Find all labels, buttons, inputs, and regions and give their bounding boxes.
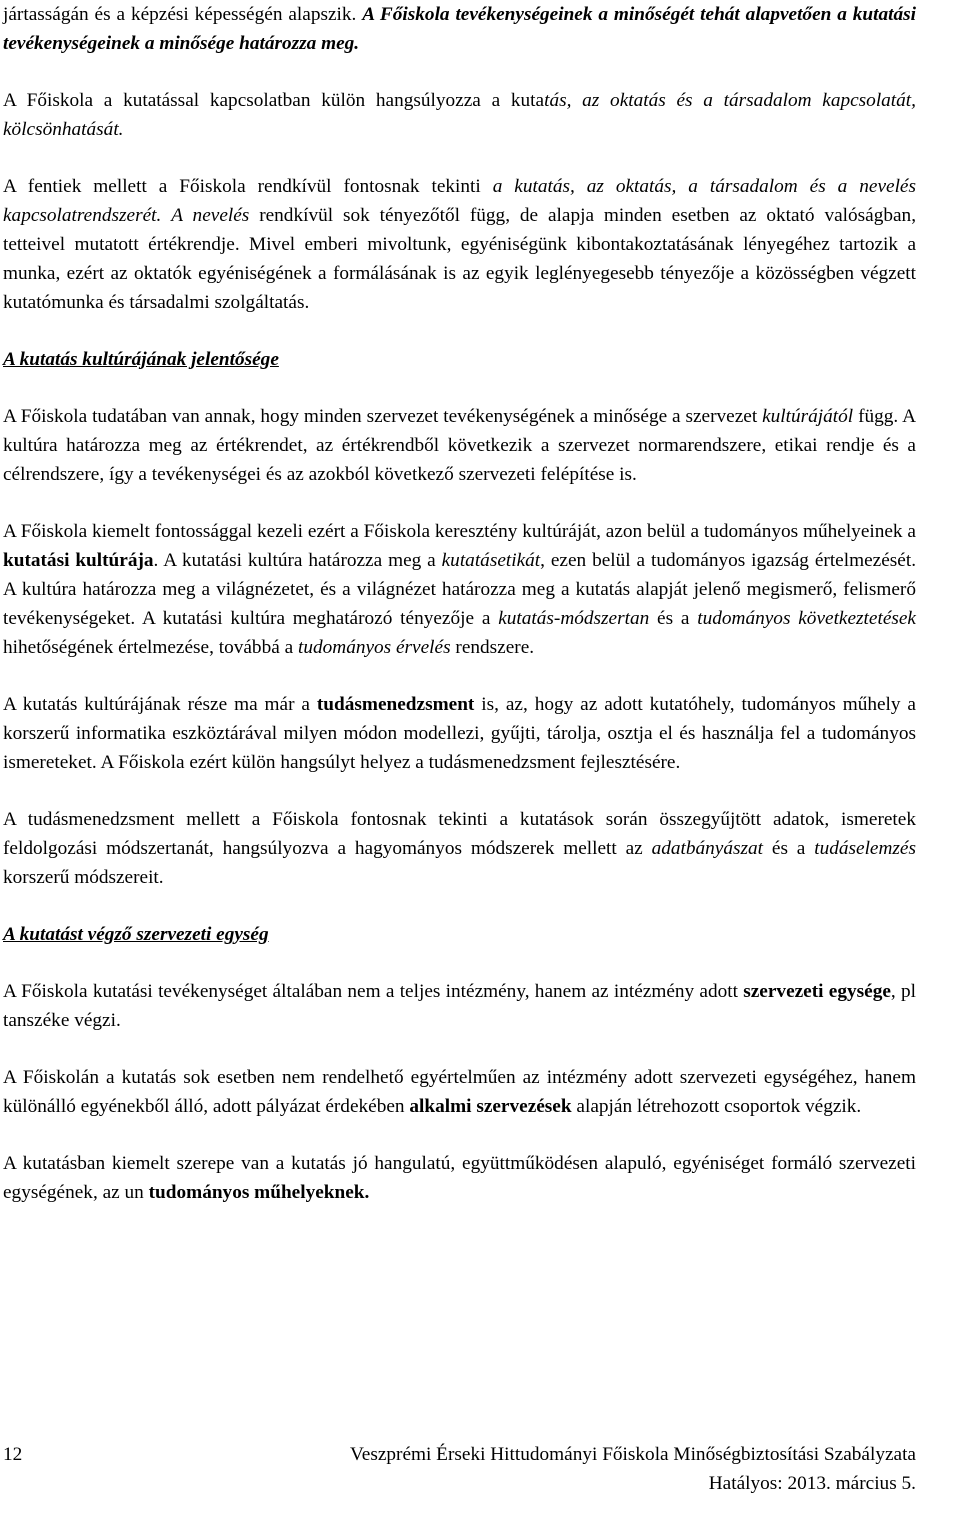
text-run: rendszere. (450, 637, 535, 658)
text-run: , pl tanszéke végzi. (3, 981, 916, 1031)
paragraph-gap (3, 58, 916, 86)
body-paragraph (3, 805, 916, 892)
document-title: Veszprémi Érseki Hittudományi Főiskola Minőségbiztosítási Szabályzata (349, 1444, 916, 1465)
body-paragraph (3, 690, 916, 777)
italic-text: tudományos érvelés (297, 637, 451, 658)
text-run: , ezen belül a tudományos igazság értelmezését. A kultúra határozza meg a világnézetet, és a világnézet határozza meg a kutatás alapját jelenő megismerő, felismerő tevékenységeket. A kutatási kultúra meghatározó tényezője a (3, 550, 917, 629)
paragraph-gap (3, 892, 916, 920)
text-run: A fentiek mellett a Főiskola rendkívül fontosnak tekinti (3, 176, 493, 197)
paragraph-gap (3, 144, 916, 172)
paragraph-gap (3, 317, 916, 345)
italic-text: tudáselemzés (814, 838, 916, 859)
text-run: A kutatás kultúrájának része ma már a (3, 694, 317, 715)
text-run: hihetőségének értelmezése, továbbá a (3, 637, 298, 658)
text-run: A kutatásban kiemelt szerepe van a kutatás jó hangulatú, együttműködésen alapuló, egyéniséget formáló szervezeti egységének, az un (3, 1153, 916, 1203)
text-run: függ. A kultúra határozza meg az értékrendet, az értékrendből következik a szervezet normarendszere, etikai rendje és a célrendszere, így a tevékenységei és az azokból következő szervezeti felépítése is. (3, 406, 916, 485)
bold-text: tudásmenedzsment (316, 694, 475, 715)
italic-text: a kutatás, az oktatás, a társadalom és a nevelés kapcsolatrendszerét. (3, 176, 916, 226)
italic-text: A nevelés (171, 205, 250, 226)
body-paragraph (3, 172, 916, 317)
bold-text: kutatási kultúrája (3, 550, 154, 571)
document-body (3, 0, 916, 1207)
text-run: alapján létrehozott csoportok végzik. (571, 1096, 862, 1117)
text-run: rendkívül sok tényezőtől függ, de alapja minden esetben az oktató valóságban, tetteivel mutatott értékrendje. Mivel emberi mivoltunk, egyéniségünk kibontakoztatásának lényegéhez tartozik a munka, ezért az oktatók egyéniségének a formálásának is az egyik leglényegesebb tényezője a közösségben végzett kutatómunka és társadalmi szolgáltatás. (3, 205, 917, 313)
bolditalic-text: A Főiskola tevékenységeinek a minőségét tehát alapvetően a kutatási tevékenységeinek a minősége határozza meg. (3, 4, 916, 54)
page-footer (3, 1440, 916, 1498)
text-run: jártasságán és a képzési képességén alapszik. (3, 4, 363, 25)
italic-text: tudományos következtetések (697, 608, 916, 629)
page-number: 12 (3, 1444, 23, 1465)
italic-text: kutatásetikát (441, 550, 541, 571)
text-run: korszerű módszereit. (3, 867, 164, 888)
bold-text: tudományos műhelyeknek. (148, 1182, 370, 1203)
paragraph-gap (3, 1121, 916, 1149)
paragraph-gap (3, 949, 916, 977)
italic-text: tás, az oktatás és a társadalom kapcsolatát, kölcsönhatását. (3, 90, 916, 140)
section-heading: A kutatás kultúrájának jelentősége (3, 349, 279, 370)
italic-text: kutatás-módszertan (498, 608, 650, 629)
body-paragraph (3, 1149, 916, 1207)
text-run: A Főiskolán a kutatás sok esetben nem rendelhető egyértelműen az intézmény adott szervezeti egységéhez, hanem különálló egyénekből álló, adott pályázat érdekében (3, 1067, 916, 1117)
text-run: és a (763, 838, 815, 859)
paragraph-gap (3, 374, 916, 402)
body-paragraph (3, 1063, 916, 1121)
paragraph-gap (3, 489, 916, 517)
text-run: A Főiskola kutatási tevékenységet általában nem a teljes intézmény, hanem az intézmény adott (3, 981, 744, 1002)
text-run (161, 205, 171, 226)
text-run: is, az, hogy az adott kutatóhely, tudományos műhely a korszerű informatika eszköztárával milyen módon modellezi, gyűjti, tárolja, osztja el és használja fel a tudományos ismereteket. A Főiskola ezért külön hangsúlyt helyez a tudásmenedzsment fejlesztésére. (3, 694, 916, 773)
text-run: A tudásmenedzsment mellett a Főiskola fontosnak tekinti a kutatások során összegyűjtött adatok, ismeretek feldolgozási módszertanát, hangsúlyozva a hagyományos módszerek mellett az (3, 809, 916, 859)
body-paragraph (3, 0, 916, 58)
body-paragraph (3, 86, 916, 144)
bold-text: alkalmi szervezések (409, 1096, 572, 1117)
body-paragraph (3, 977, 916, 1035)
body-paragraph (3, 517, 916, 662)
text-run: A Főiskola kiemelt fontossággal kezeli ezért a Főiskola keresztény kultúráját, azon belül a tudományos műhelyeinek a (3, 521, 916, 542)
paragraph-gap (3, 662, 916, 690)
text-run: A Főiskola a kutatással kapcsolatban külön hangsúlyozza a kuta (3, 90, 545, 111)
italic-text: kultúrájától (762, 406, 854, 427)
bold-text: szervezeti egysége (743, 981, 891, 1002)
body-paragraph (3, 402, 916, 489)
text-run: és a (649, 608, 698, 629)
effective-date: Hatályos: 2013. március 5. (708, 1473, 916, 1494)
italic-text: adatbányászat (651, 838, 764, 859)
section-heading: A kutatást végző szervezeti egység (3, 924, 269, 945)
paragraph-gap (3, 777, 916, 805)
text-run: A Főiskola tudatában van annak, hogy minden szervezet tevékenységének a minősége a szervezet (3, 406, 763, 427)
text-run: . A kutatási kultúra határozza meg a (153, 550, 442, 571)
paragraph-gap (3, 1035, 916, 1063)
